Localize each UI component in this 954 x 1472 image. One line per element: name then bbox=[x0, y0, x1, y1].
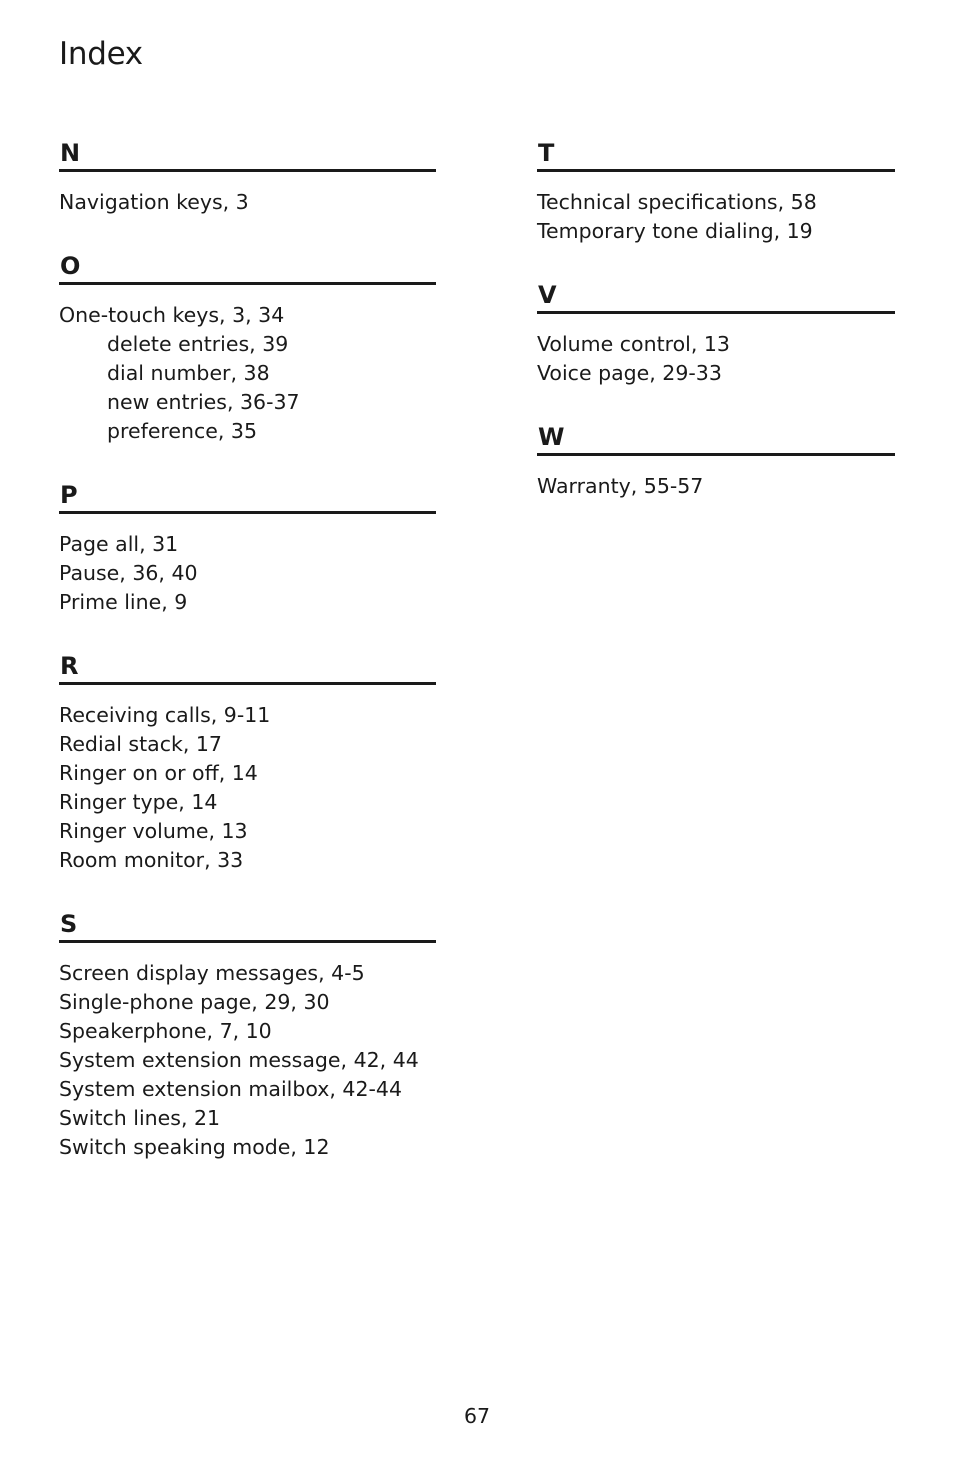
index-section-p bbox=[59, 480, 436, 617]
index-entry: Pause, 36, 40 bbox=[59, 561, 198, 585]
index-section-n bbox=[59, 138, 436, 217]
index-entry: Receiving calls, 9-11 bbox=[59, 703, 271, 727]
index-column-right bbox=[537, 138, 895, 535]
index-entry: Page all, 31 bbox=[59, 532, 179, 556]
index-entry: Volume control, 13 bbox=[537, 332, 730, 356]
section-letter-heading: N bbox=[59, 138, 436, 172]
index-subentry: dial number, 38 bbox=[107, 361, 270, 385]
index-section-v bbox=[537, 280, 895, 388]
index-entry: Single-phone page, 29, 30 bbox=[59, 990, 330, 1014]
section-letter-heading: S bbox=[59, 909, 436, 943]
section-letter-heading: O bbox=[59, 251, 436, 285]
index-entry: Screen display messages, 4-5 bbox=[59, 961, 365, 985]
index-section-t bbox=[537, 138, 895, 246]
index-entry-list bbox=[537, 472, 895, 501]
section-letter-heading: T bbox=[537, 138, 895, 172]
index-subentry: preference, 35 bbox=[107, 419, 258, 443]
index-entry: Ringer volume, 13 bbox=[59, 819, 248, 843]
index-entry: Speakerphone, 7, 10 bbox=[59, 1019, 272, 1043]
index-section-o bbox=[59, 251, 436, 446]
index-entry: System extension mailbox, 42-44 bbox=[59, 1077, 402, 1101]
index-subentry: new entries, 36-37 bbox=[107, 390, 300, 414]
index-entry-list bbox=[59, 530, 436, 617]
index-entry: System extension message, 42, 44 bbox=[59, 1048, 419, 1072]
index-entry: Switch speaking mode, 12 bbox=[59, 1135, 330, 1159]
section-letter-heading: R bbox=[59, 651, 436, 685]
index-entry: Ringer type, 14 bbox=[59, 790, 218, 814]
index-entry: Room monitor, 33 bbox=[59, 848, 244, 872]
index-entry: Ringer on or off, 14 bbox=[59, 761, 258, 785]
index-entry: Navigation keys, 3 bbox=[59, 190, 249, 214]
index-entry: Warranty, 55-57 bbox=[537, 474, 704, 498]
page-title: Index bbox=[59, 36, 143, 72]
section-letter-heading: V bbox=[537, 280, 895, 314]
index-entry: One-touch keys, 3, 34 bbox=[59, 303, 285, 327]
index-entry-list bbox=[537, 330, 895, 388]
index-entry: Redial stack, 17 bbox=[59, 732, 222, 756]
index-entry-list bbox=[59, 701, 436, 875]
index-entry: Technical specifications, 58 bbox=[537, 190, 817, 214]
index-entry-list bbox=[537, 188, 895, 246]
index-entry-list bbox=[59, 301, 436, 446]
index-entry: Switch lines, 21 bbox=[59, 1106, 221, 1130]
section-letter-heading: P bbox=[59, 480, 436, 514]
index-entry-list bbox=[59, 959, 436, 1162]
index-column-left bbox=[59, 138, 436, 1196]
index-section-s bbox=[59, 909, 436, 1162]
index-subentry: delete entries, 39 bbox=[107, 332, 289, 356]
page-number: 67 bbox=[463, 1404, 491, 1428]
index-section-w bbox=[537, 422, 895, 501]
index-section-r bbox=[59, 651, 436, 875]
section-letter-heading: W bbox=[537, 422, 895, 456]
index-entry: Temporary tone dialing, 19 bbox=[537, 219, 813, 243]
index-entry: Prime line, 9 bbox=[59, 590, 188, 614]
index-entry: Voice page, 29-33 bbox=[537, 361, 722, 385]
index-entry-list bbox=[59, 188, 436, 217]
